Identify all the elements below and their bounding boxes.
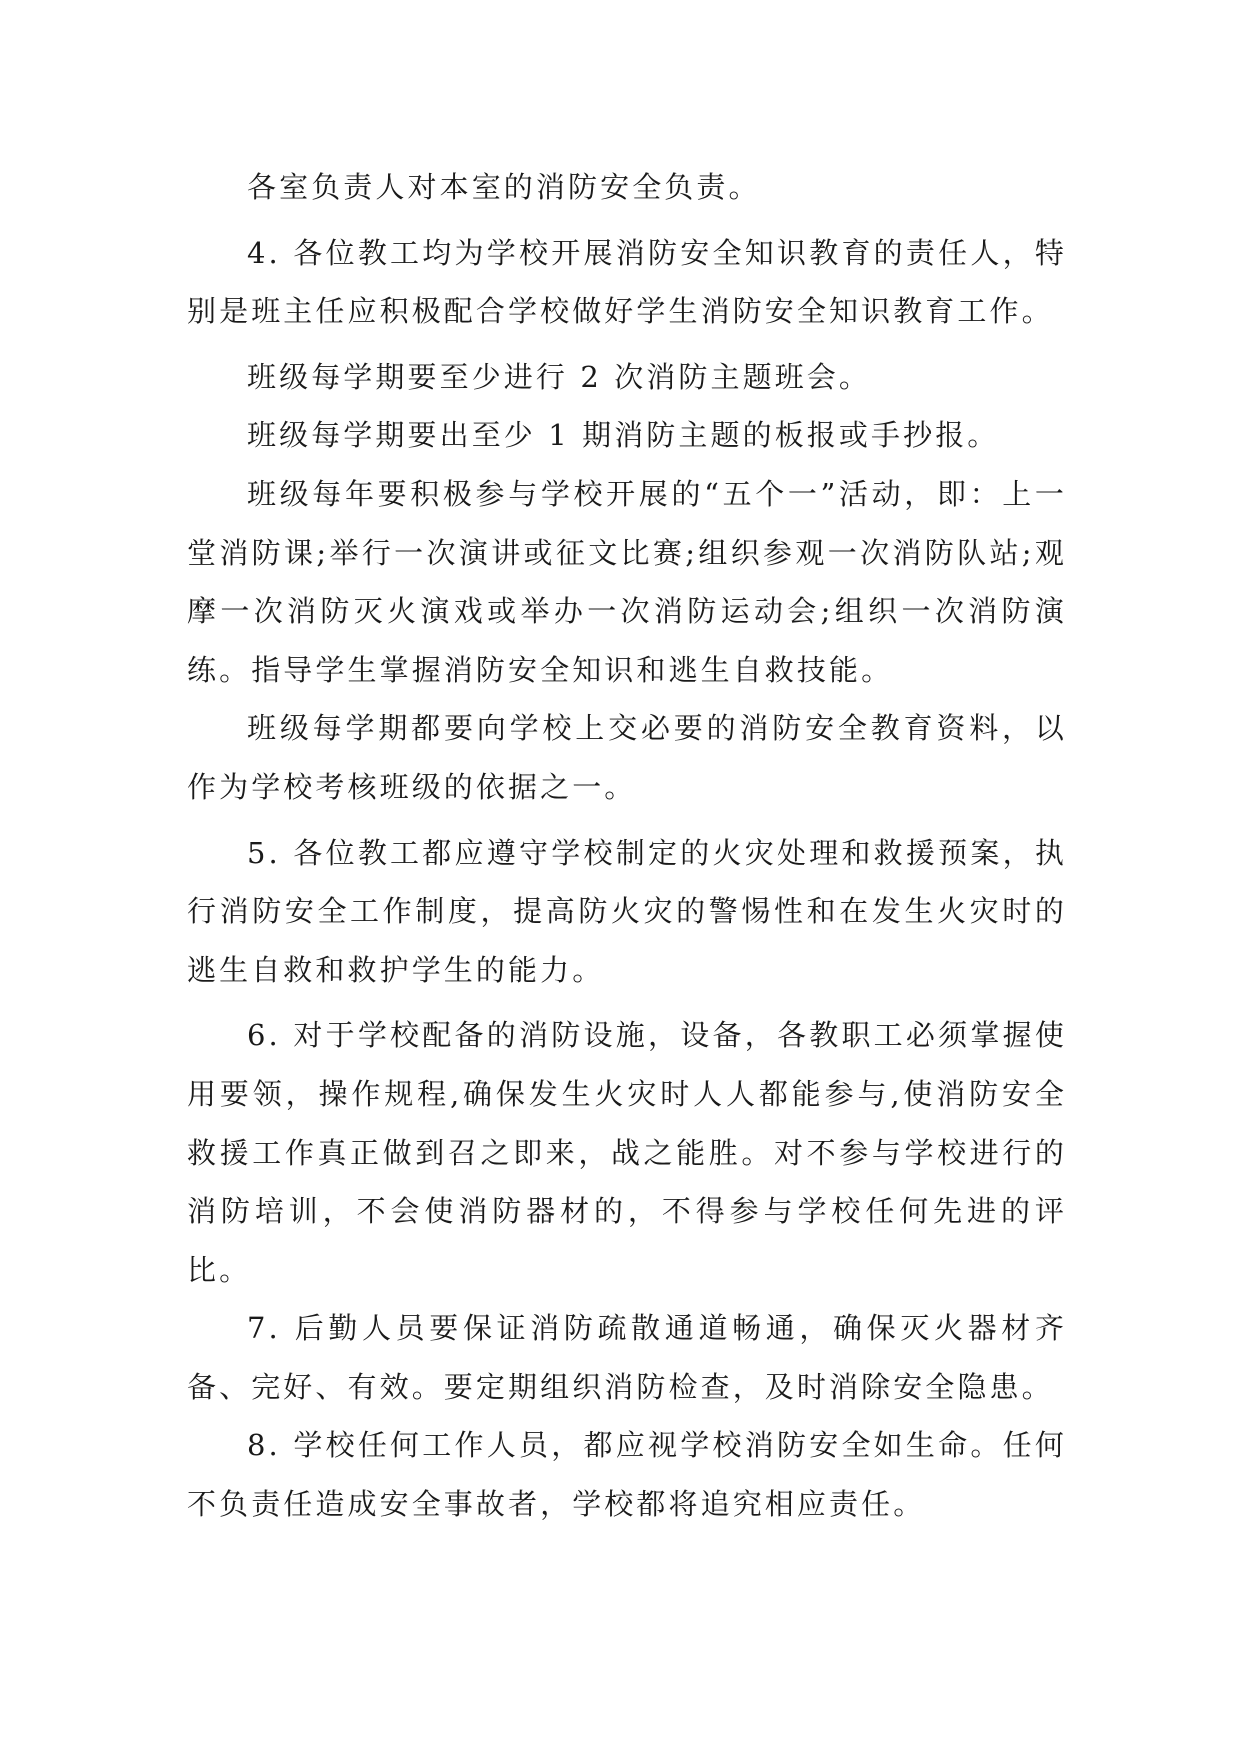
paragraph-education-materials: 班级每学期都要向学校上交必要的消防安全教育资料，以作为学校考核班级的依据之一。 [187, 711, 1067, 804]
paragraph-item-5: 5. 各位教工都应遵守学校制定的火灾处理和救援预案，执行消防安全工作制度，提高防火灾的警惕性和在发生火灾时的逃生自救和救护学生的能力。 [187, 835, 1067, 987]
paragraph-item-4: 4. 各位教工均为学校开展消防安全知识教育的责任人，特别是班主任应积极配合学校做好学生消防安全知识教育工作。 [187, 235, 1067, 329]
paragraph-theme-class-meeting: 班级每学期要至少进行 2 次消防主题班会。 [247, 359, 871, 394]
document-body [187, 158, 1067, 1534]
paragraph-blackboard-newspaper: 班级每学期要出至少 1 期消防主题的板报或手抄报。 [247, 418, 1000, 453]
paragraph-item-6: 6. 对于学校配备的消防设施，设备，各教职工必须掌握使用要领，操作规程,确保发生火灾时人人都能参与,使消防安全救援工作真正做到召之即来，战之能胜。对不参与学校进行的消防培训，不会使消防器材的，不得参与学校任何先进的评比。 [187, 1018, 1067, 1287]
paragraph-item-7: 7. 后勤人员要保证消防疏散通道畅通，确保灭火器材齐备、完好、有效。要定期组织消防检查，及时消除安全隐患。 [187, 1311, 1067, 1404]
paragraph-office-responsibility: 各室负责人对本室的消防安全负责。 [247, 170, 761, 204]
paragraph-item-8: 8. 学校任何工作人员，都应视学校消防安全如生命。任何不负责任造成安全事故者，学校都将追究相应责任。 [187, 1428, 1067, 1522]
paragraph-five-ones-activity: 班级每年要积极参与学校开展的“五个一”活动，即：上一堂消防课;举行一次演讲或征文比赛;组织参观一次消防队站;观摩一次消防灭火演戏或举办一次消防运动会;组织一次消防演练。指导学生掌握消防安全知识和逃生自救技能。 [187, 476, 1067, 687]
